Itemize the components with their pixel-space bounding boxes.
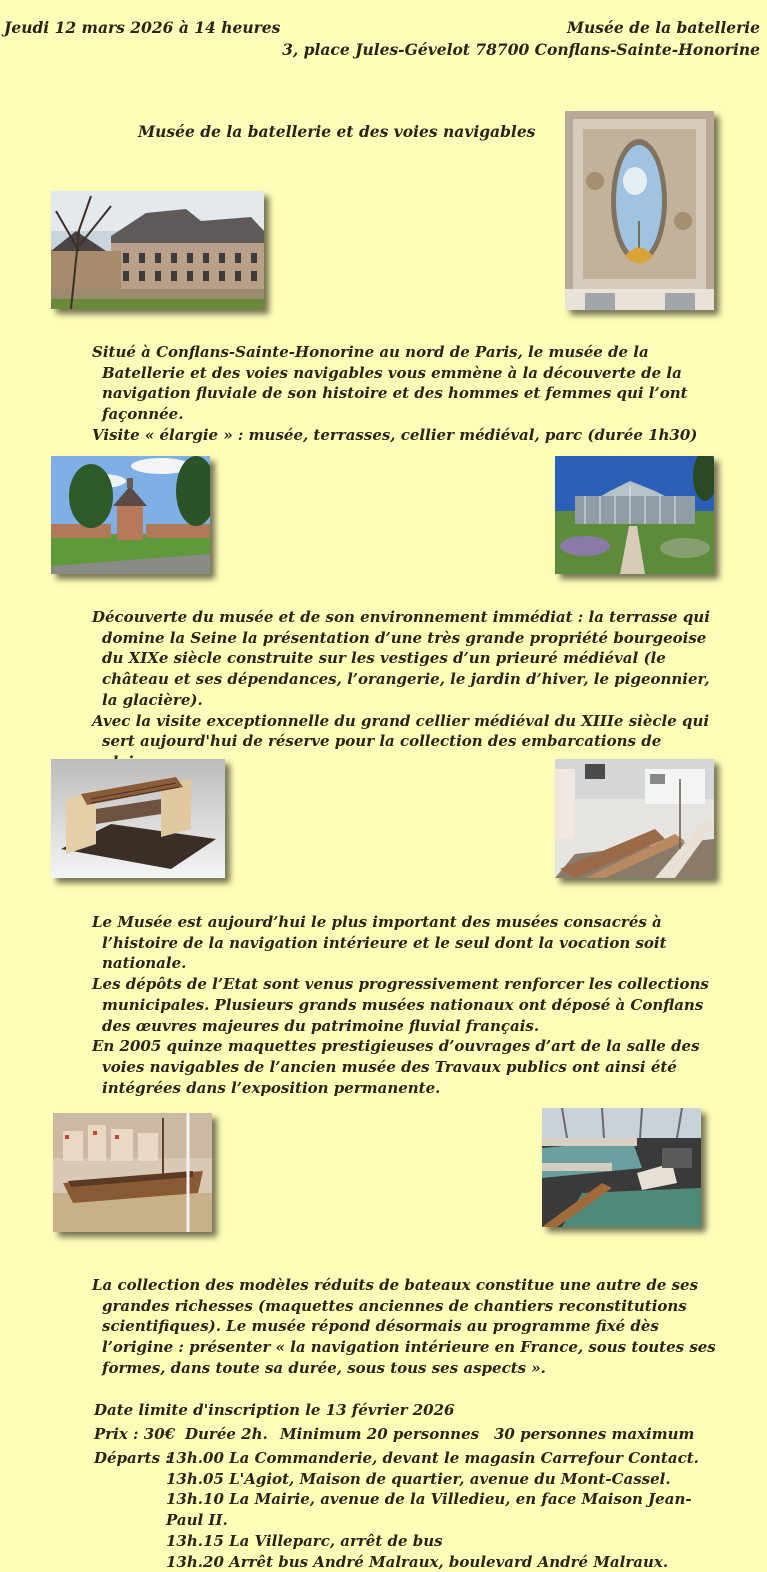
section-1-text — [92, 342, 717, 446]
section-1-paragraph: Situé à Conflans-Sainte-Honorine au nord de Paris, le musée de la Batellerie et des voies navigables vous emmène à la découverte de la navigation fluviale de son histoire et des hommes et femmes qui l’ont façonnée. — [92, 343, 688, 424]
maximum-participants: 30 personnes maximum — [494, 1425, 695, 1443]
section-3-paragraph: Le Musée est aujourd’hui le plus important des musées consacrés à l’histoire de la navigation intérieure et le seul dont la vocation soit nationale. — [92, 913, 667, 973]
event-date: Jeudi 12 mars 2026 à 14 heures — [4, 18, 281, 37]
page-title: Musée de la batellerie et des voies navigables — [138, 122, 536, 141]
price: Prix : 30€ — [94, 1425, 176, 1443]
museum-hall-photo — [555, 759, 714, 878]
venue-name: Musée de la batellerie — [566, 18, 760, 37]
departure-item: 13h.00 La Commanderie, devant le magasin Carrefour Contact. — [166, 1449, 699, 1467]
ceiling-photo — [565, 111, 714, 310]
pigeonnier-photo — [51, 456, 210, 574]
departure-item: 13h.05 L'Agiot, Maison de quartier, avenue du Mont-Cassel. — [166, 1469, 671, 1488]
section-4-text — [92, 1275, 717, 1379]
section-3-paragraph: Les dépôts de l’Etat sont venus progressivement renforcer les collections municipales. Plusieurs grands musées nationaux ont déposé à Conflans des œuvres majeures du patrimoine fluvial français. — [92, 975, 709, 1035]
section-1-paragraph: Visite « élargie » : musée, terrasses, cellier médiéval, parc (durée 1h30) — [92, 425, 698, 444]
departure-item: 13h.15 La Villeparc, arrêt de bus — [166, 1531, 443, 1550]
section-2-text — [92, 607, 717, 773]
minimum-participants: Minimum 20 personnes — [280, 1425, 480, 1443]
section-3-text — [92, 912, 717, 1098]
chateau-photo — [51, 191, 264, 309]
departure-item: 13h.20 Arrêt bus André Malraux, boulevard André Malraux. — [166, 1552, 669, 1571]
bridge-model-photo — [51, 759, 225, 878]
departures-label: Départs : — [94, 1449, 171, 1467]
orangerie-photo — [555, 456, 714, 574]
section-3-paragraph: En 2005 quinze maquettes prestigieuses d’ouvrages d’art de la salle des voies navigables de l’ancien musée des Travaux publics ont ainsi été intégrées dans l’exposition permanente. — [92, 1037, 700, 1097]
lock-model-photo — [542, 1108, 701, 1227]
duration: Durée 2h. — [185, 1425, 268, 1443]
section-2-paragraph: Découverte du musée et de son environnement immédiat : la terrasse qui domine la Seine la présentation d’une très grande propriété bourgeoise du XIXe siècle construite sur les vestiges d’un prieuré médiéval (le château et ses dépendances, l’orangerie, le jardin d’hiver, le pigeonnier, la glacière). — [92, 608, 710, 709]
section-4-paragraph: La collection des modèles réduits de bateaux constitue une autre de ses grandes richesses (maquettes anciennes de chantiers reconstitutions scientifiques). Le musée répond désormais au programme fixé dès l’origine : présenter « la navigation intérieure en France, sous toutes ses formes, dans toute sa durée, sous tous ses aspects ». — [92, 1276, 716, 1377]
boat-model-photo — [53, 1113, 212, 1232]
departures-list — [166, 1448, 726, 1572]
departure-item: 13h.10 La Mairie, avenue de la Villedieu, en face Maison Jean-Paul II. — [166, 1490, 692, 1530]
registration-deadline: Date limite d'inscription le 13 février 2026 — [94, 1401, 455, 1419]
venue-address: 3, place Jules-Gévelot 78700 Conflans-Sainte-Honorine — [282, 40, 760, 59]
section-2-paragraph: Avec la visite exceptionnelle du grand cellier médiéval du XIIIe siècle qui sert aujourd'hui de réserve pour la collection des embarcations de — [92, 711, 710, 751]
